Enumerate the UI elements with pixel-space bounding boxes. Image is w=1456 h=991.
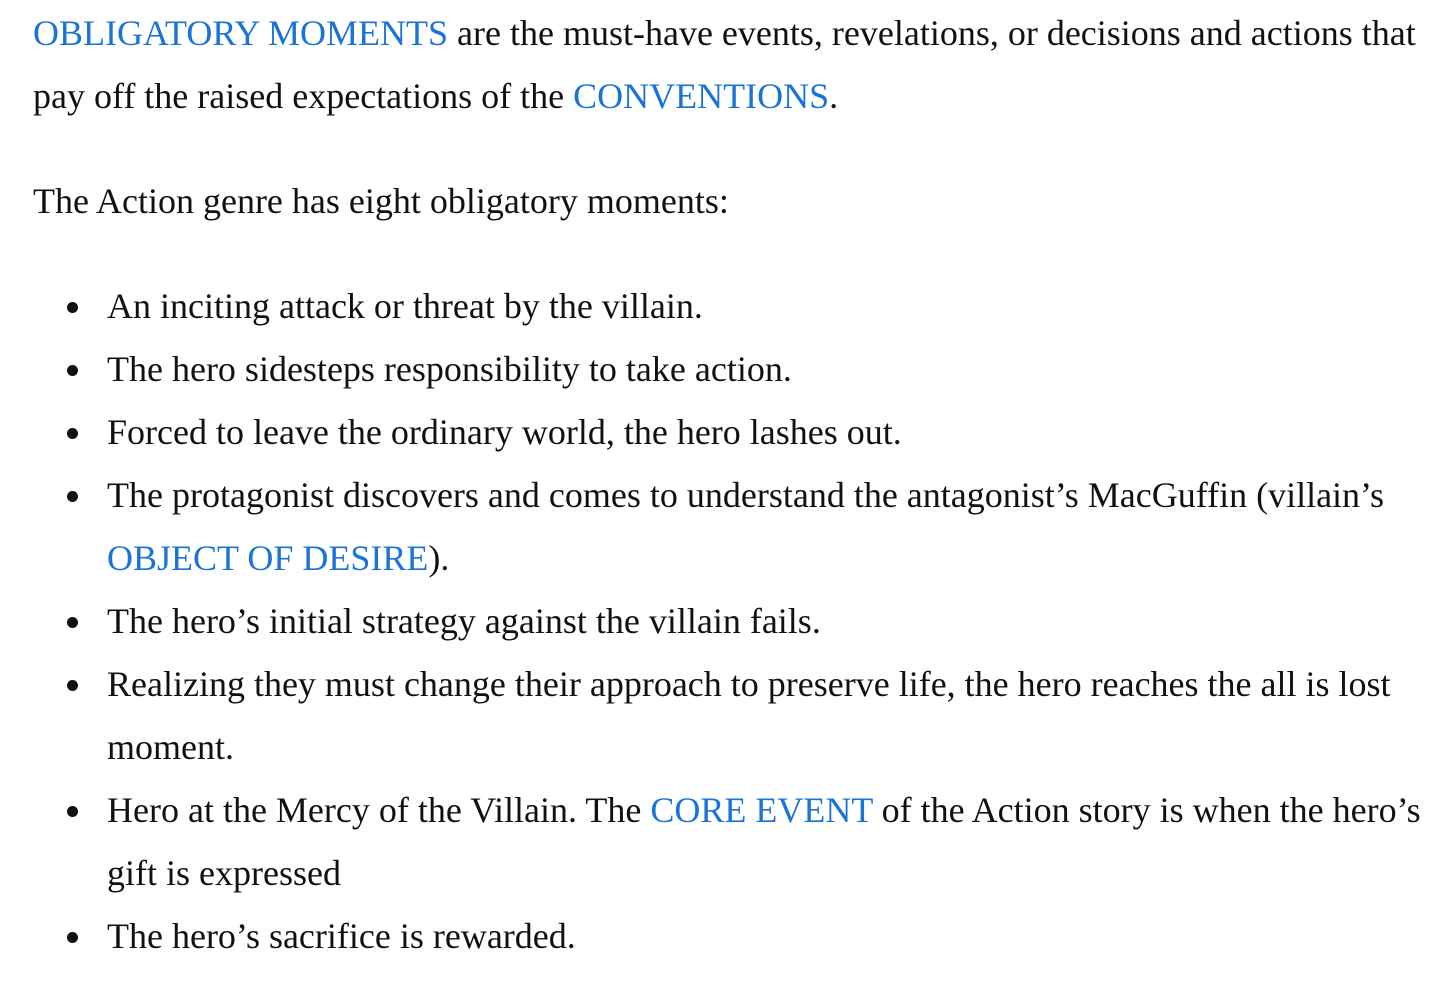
list-item-text: An inciting attack or threat by the villain. xyxy=(107,286,703,326)
list-item-text: of the Action story is when the hero’s gift is expressed xyxy=(107,790,1421,893)
bullet-icon xyxy=(67,365,78,376)
bullet-icon xyxy=(67,491,78,502)
obligatory-moments-link[interactable]: OBLIGATORY MOMENTS xyxy=(33,13,449,53)
intro-text-b: . xyxy=(829,76,839,116)
list-item xyxy=(107,401,1433,464)
lead-paragraph: The Action genre has eight obligatory moments: xyxy=(33,181,729,221)
object-of-desire-link[interactable]: OBJECT OF DESIRE xyxy=(107,538,429,578)
list-item-text: Hero at the Mercy of the Villain. The xyxy=(107,790,651,830)
obligatory-moments-list xyxy=(33,275,1433,968)
bullet-icon xyxy=(67,932,78,943)
list-item xyxy=(107,779,1433,905)
list-item xyxy=(107,653,1433,779)
list-item-text: The hero sidesteps responsibility to take action. xyxy=(107,349,792,389)
list-item xyxy=(107,338,1433,401)
list-item-text: The hero’s initial strategy against the villain fails. xyxy=(107,601,821,641)
list-item xyxy=(107,590,1433,653)
list-item xyxy=(107,905,1433,968)
list-item-text: The hero’s sacrifice is rewarded. xyxy=(107,916,576,956)
article-body xyxy=(33,2,1433,968)
list-item xyxy=(107,275,1433,338)
bullet-icon xyxy=(67,428,78,439)
bullet-icon xyxy=(67,302,78,313)
core-event-link[interactable]: CORE EVENT xyxy=(650,790,873,830)
list-item-text: ). xyxy=(428,538,450,578)
conventions-link[interactable]: CONVENTIONS xyxy=(573,76,830,116)
list-item xyxy=(107,464,1433,590)
intro-paragraph xyxy=(33,2,1433,128)
list-item-text: The protagonist discovers and comes to understand the antagonist’s MacGuffin (villain’s xyxy=(107,475,1385,515)
bullet-icon xyxy=(67,806,78,817)
intro-text-a: are the must-have events, revelations, or decisions and actions that pay off the raised expectations of the xyxy=(33,13,1416,116)
list-item-text: Forced to leave the ordinary world, the hero lashes out. xyxy=(107,412,902,452)
bullet-icon xyxy=(67,680,78,691)
bullet-icon xyxy=(67,617,78,628)
list-item-text: Realizing they must change their approach to preserve life, the hero reaches the all is lost moment. xyxy=(107,664,1391,767)
